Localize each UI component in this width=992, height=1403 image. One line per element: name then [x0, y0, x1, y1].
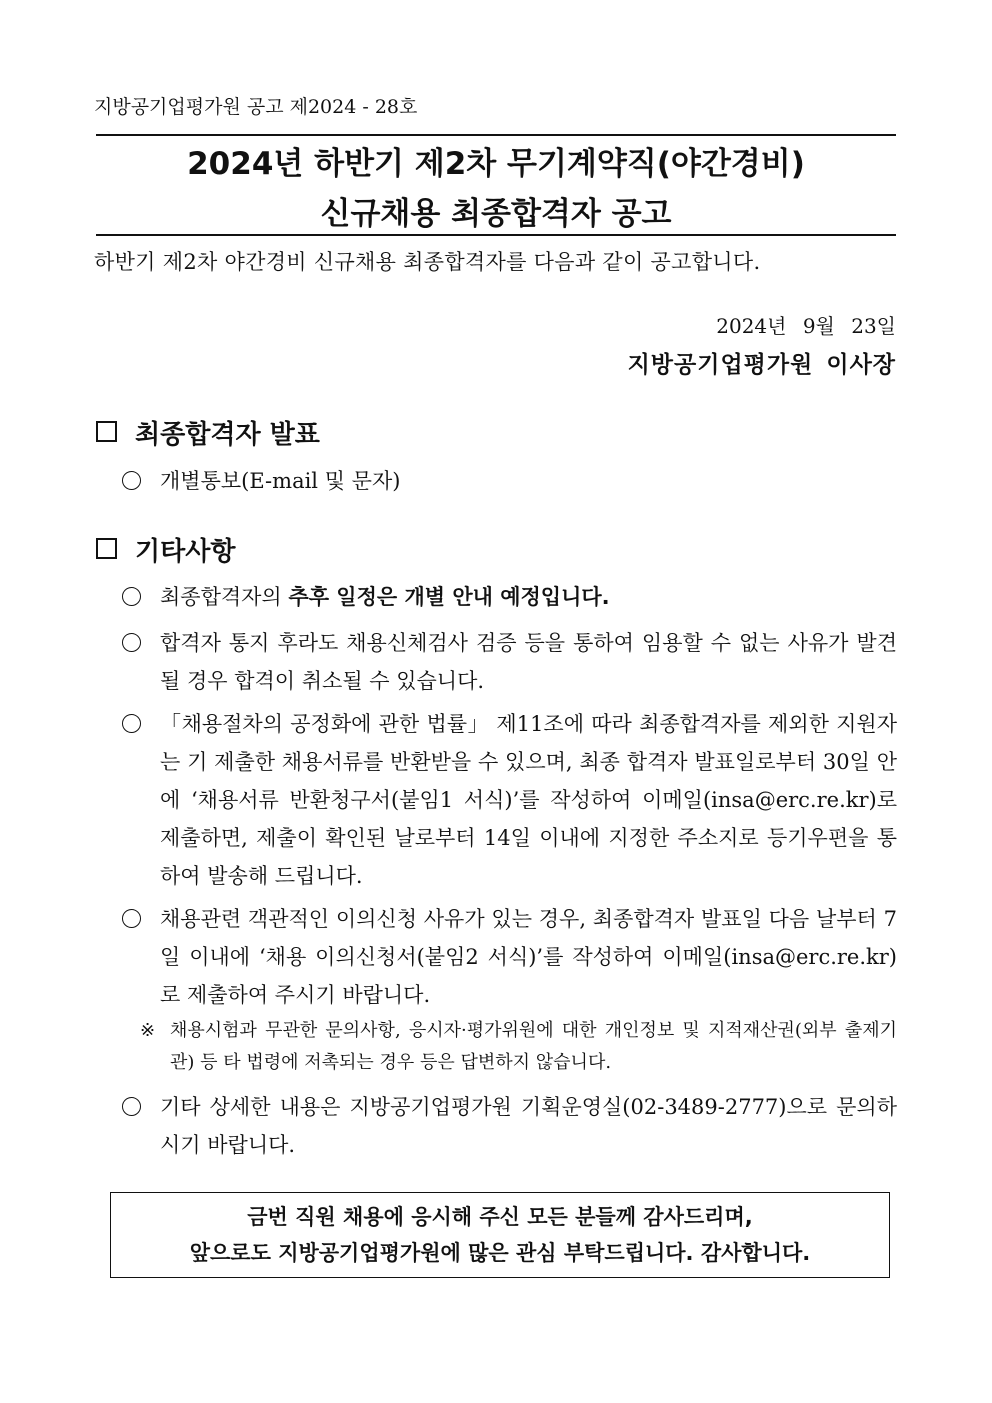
list-item-text: 채용관련 객관적인 이의신청 사유가 있는 경우, 최종합격자 발표일 다음 날부터 7일 이내에 ‘채용 이의신청서(붙임2 서식)’를 작성하여 이메일(insa@erc.re.kr)로 제출하여 주시기 바랍니다.	[160, 907, 897, 1007]
list-item	[122, 705, 897, 895]
circle-bullet-icon	[122, 633, 141, 652]
list-item-text: 기타 상세한 내용은 지방공기업평가원 기획운영실(02-3489-2777)으로 문의하시기 바랍니다.	[160, 1095, 897, 1157]
list-item	[122, 624, 897, 700]
checkbox-square-icon	[96, 421, 117, 442]
list-item-text: 합격자 통지 후라도 채용신체검사 검증 등을 통하여 임용할 수 없는 사유가 발견될 경우 합격이 취소될 수 있습니다.	[160, 631, 897, 693]
closing-line-1: 금번 직원 채용에 응시해 주신 모든 분들께 감사드리며,	[247, 1205, 753, 1229]
list-item	[122, 1088, 897, 1164]
list-item	[122, 578, 897, 616]
section-heading-announcement	[96, 414, 320, 451]
section-heading-label: 기타사항	[135, 537, 236, 567]
circle-bullet-icon	[122, 1097, 141, 1116]
intro-text: 하반기 제2차 야간경비 신규채용 최종합격자를 다음과 같이 공고합니다.	[94, 250, 761, 274]
list-item-text-regular: 최종합격자의	[160, 585, 289, 609]
notice-number: 지방공기업평가원 공고 제2024 - 28호	[94, 96, 418, 118]
notice-date: 2024년 9월 23일	[716, 314, 896, 338]
checkbox-square-icon	[96, 538, 117, 559]
circle-bullet-icon	[122, 714, 141, 733]
list-item-text-bold: 추후 일정은 개별 안내 예정입니다.	[288, 585, 610, 609]
list-item	[122, 462, 897, 500]
title-line-2: 신규채용 최종합격자 공고	[320, 196, 672, 232]
closing-line-2: 앞으로도 지방공기업평가원에 많은 관심 부탁드립니다. 감사합니다.	[189, 1241, 811, 1265]
title-line-1: 2024년 하반기 제2차 무기계약직(야간경비)	[187, 146, 805, 182]
closing-message-box	[110, 1192, 890, 1278]
issuer: 지방공기업평가원 이사장	[627, 351, 896, 378]
list-item-text: 개별통보(E-mail 및 문자)	[160, 469, 401, 493]
title-top-rule	[96, 134, 896, 136]
section-heading-other	[96, 531, 235, 568]
title-bottom-rule	[96, 234, 896, 236]
footnote-text: 채용시험과 무관한 문의사항, 응시자·평가위원에 대한 개인정보 및 지적재산권(외부 출제기관) 등 타 법령에 저촉되는 경우 등은 답변하지 않습니다.	[170, 1020, 897, 1073]
list-item-text: 「채용절차의 공정화에 관한 법률」 제11조에 따라 최종합격자를 제외한 지원자는 기 제출한 채용서류를 반환받을 수 있으며, 최종 합격자 발표일로부터 30일 안에 ‘채용서류 반환청구서(붙임1 서식)’를 작성하여 이메일(insa@erc.re.kr)로 제출하면, 제출이 확인된 날로부터 14일 이내에 지정한 주소지로 등기우편을 통하여 발송해 드립니다.	[160, 712, 897, 888]
circle-bullet-icon	[122, 587, 141, 606]
circle-bullet-icon	[122, 471, 141, 490]
footnote	[140, 1015, 897, 1079]
list-item-text	[160, 578, 897, 616]
circle-bullet-icon	[122, 909, 141, 928]
reference-mark-icon: ※	[140, 1020, 156, 1041]
section-heading-label: 최종합격자 발표	[135, 420, 320, 450]
list-item	[122, 900, 897, 1014]
